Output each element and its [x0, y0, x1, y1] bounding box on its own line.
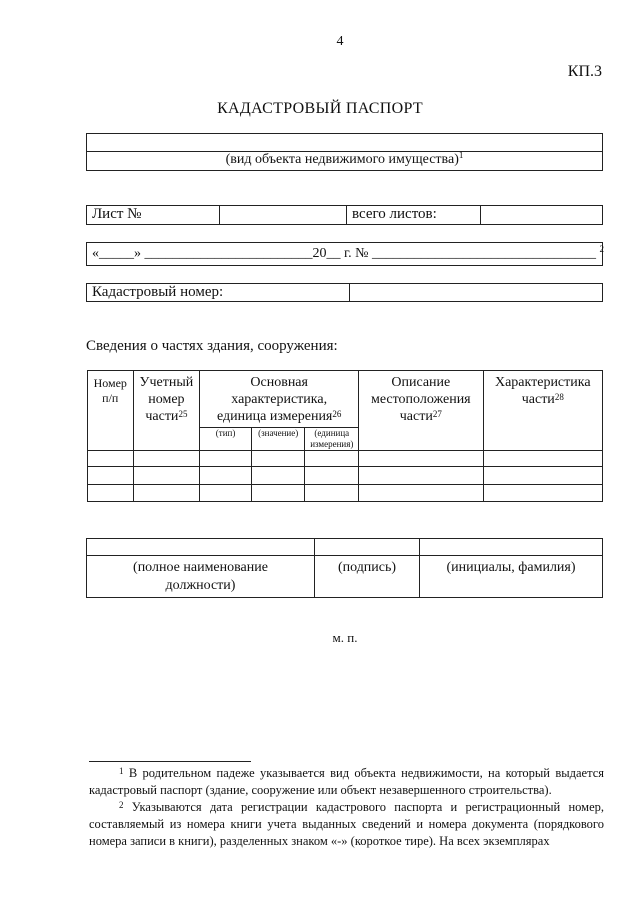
footnote-2-text: Указываются дата регистрации кадастрового паспорта и регистрационный номер, составляемый из номера книги учета выданных сведений и номера документа (порядкового номера записи в книги), разделенных знаком «-» (короткое тире). На всех экземплярах: [89, 800, 604, 848]
table-cell[interactable]: [305, 451, 359, 467]
footnote-1-text: В родительном падеже указывается вид объекта недвижимости, на который выдается кадастровый паспорт (здание, сооружение или объект незавершенного строительства).: [89, 766, 604, 797]
table-row: [88, 485, 603, 502]
table-cell[interactable]: [483, 467, 602, 485]
section-heading: Сведения о частях здания, сооружения:: [86, 338, 338, 354]
table-cell[interactable]: [359, 485, 483, 502]
date-year-prefix: 20: [312, 246, 327, 261]
table-cell[interactable]: [200, 485, 252, 502]
parts-table: [87, 370, 603, 502]
name-field[interactable]: [420, 539, 603, 556]
date-month-blank[interactable]: ________________________: [144, 246, 313, 261]
sheet-number-field[interactable]: [220, 206, 347, 225]
total-sheets-label-cell: [347, 206, 481, 225]
footnote-1: [89, 765, 604, 799]
table-row: [88, 467, 603, 485]
date-year-suffix: г. №: [344, 246, 369, 261]
position-field[interactable]: [87, 539, 315, 556]
date-open-quote: «: [92, 246, 99, 261]
position-caption: (полное наименование: [133, 560, 268, 575]
registration-number-blank[interactable]: ________________________________: [372, 246, 597, 261]
table-row: [88, 451, 603, 467]
position-caption-cell: (полное наименование должности): [87, 556, 315, 598]
object-type-caption-cell: [87, 152, 603, 171]
name-caption: (инициалы, фамилия): [446, 560, 576, 575]
cadastral-label: Кадастровый номер:: [92, 284, 224, 300]
signature-block: [86, 538, 603, 598]
signature-caption: (подпись): [337, 560, 397, 575]
table-cell[interactable]: [483, 485, 602, 502]
table-cell[interactable]: [483, 451, 602, 467]
table-cell[interactable]: [88, 467, 134, 485]
col-header-number: Номер п/п: [88, 371, 134, 451]
subheader-type: (тип): [200, 428, 252, 451]
object-type-box: [86, 133, 603, 171]
cadastral-label-cell: [87, 284, 350, 302]
date-day-blank[interactable]: _____: [99, 246, 134, 261]
cadastral-number-row: [86, 283, 603, 302]
table-cell[interactable]: [305, 485, 359, 502]
object-type-caption: (вид объекта недвижимого имущества): [225, 152, 459, 167]
footnote-2: [89, 799, 604, 855]
table-cell[interactable]: [133, 467, 200, 485]
table-cell[interactable]: [251, 467, 305, 485]
footnote-ref-2: 2: [599, 244, 605, 254]
col-header-location: Описание местоположения части$^{27}$: [359, 371, 483, 451]
date-close-quote: »: [134, 246, 141, 261]
document-title: КАДАСТРОВЫЙ ПАСПОРТ: [217, 100, 423, 117]
table-cell[interactable]: [133, 485, 200, 502]
col-header-account-number: Учетный номер части$^{25}$: [133, 371, 200, 451]
table-cell[interactable]: [251, 485, 305, 502]
date-year-blank[interactable]: __: [326, 246, 341, 261]
signature-caption-cell: [315, 556, 420, 598]
sheet-label-cell: [87, 206, 220, 225]
table-cell[interactable]: [133, 451, 200, 467]
table-cell[interactable]: [88, 451, 134, 467]
subheader-value: (значение): [251, 428, 305, 451]
total-sheets-field[interactable]: [481, 206, 603, 225]
form-code: КП.3: [567, 63, 602, 80]
col-header-main-characteristic: Основная характеристика, единица измерения$^{26}$: [200, 371, 359, 428]
sheet-label: Лист №: [92, 206, 142, 222]
table-cell[interactable]: [305, 467, 359, 485]
sheet-row: [86, 205, 603, 225]
signature-field[interactable]: [315, 539, 420, 556]
table-cell[interactable]: [200, 451, 252, 467]
table-cell[interactable]: [200, 467, 252, 485]
table-cell[interactable]: [359, 467, 483, 485]
table-cell[interactable]: [88, 485, 134, 502]
total-sheets-label: всего листов:: [352, 206, 437, 222]
table-cell[interactable]: [359, 451, 483, 467]
cadastral-number-field[interactable]: [350, 284, 603, 302]
table-cell[interactable]: [251, 451, 305, 467]
col-header-characteristic: Характеристика части$^{28}$: [483, 371, 602, 451]
name-caption-cell: [420, 556, 603, 598]
subheader-unit: (единица измерения): [305, 428, 359, 451]
date-number-box: [86, 242, 603, 266]
page-number: 4: [336, 34, 344, 49]
footnote-ref-1: 1: [458, 150, 464, 160]
object-type-field[interactable]: [87, 134, 603, 152]
footnote-separator: [89, 761, 251, 762]
footnote-1-number: 1: [119, 766, 124, 776]
footnote-2-number: 2: [119, 800, 124, 810]
stamp-place: м. п.: [332, 630, 358, 645]
